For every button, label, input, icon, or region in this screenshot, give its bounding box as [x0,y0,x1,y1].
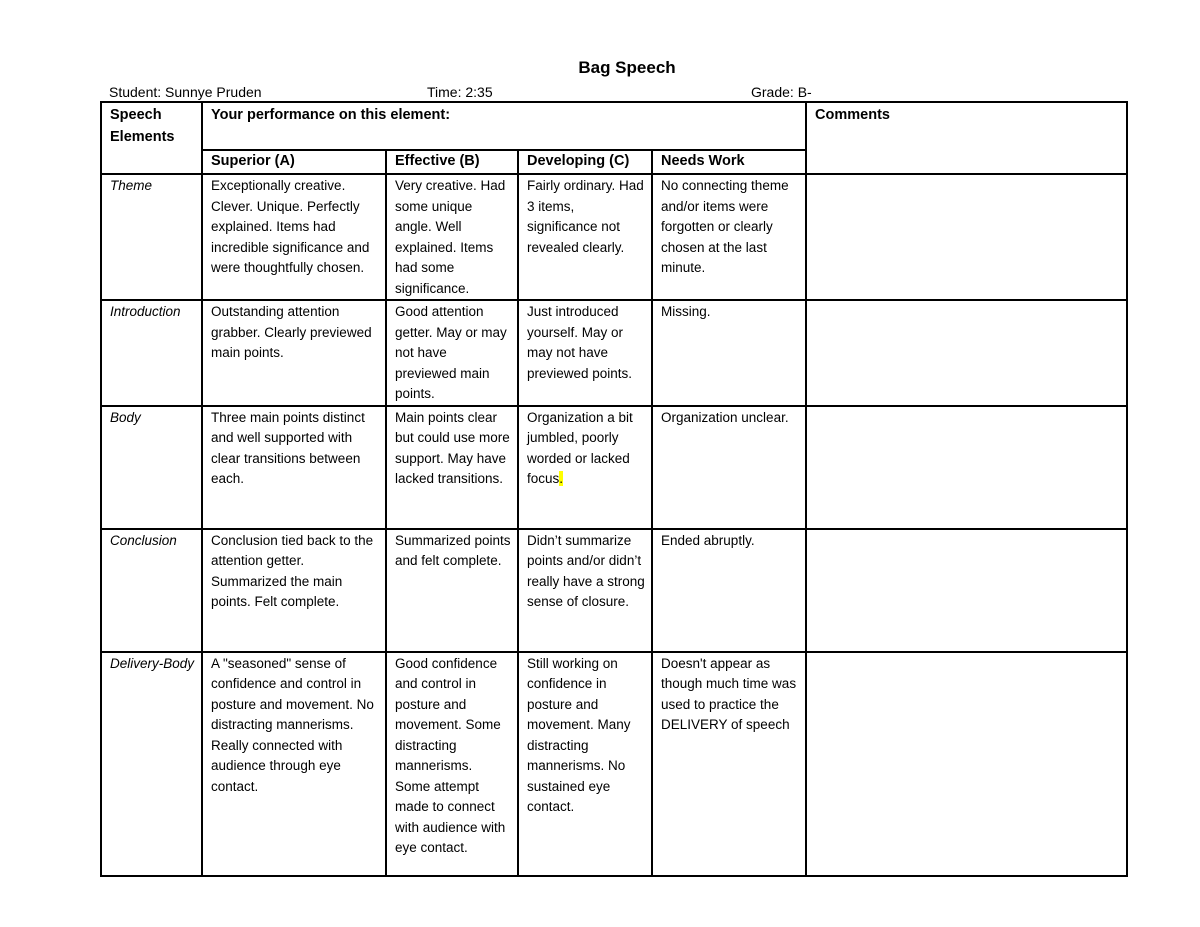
developing-cell: Didn’t summarize points and/or didn’t really have a strong sense of closure. [518,529,652,652]
comment-cell[interactable] [806,300,1127,406]
developing-text: Organization a bit jumbled, poorly worded or lacked focus [527,409,633,486]
element-body: Body [101,406,202,529]
level-needs-work-header: Needs Work [652,150,806,174]
superior-cell: A "seasoned" sense of confidence and control in posture and movement. No distracting mannerisms. Really connected with audience through eye contact. [202,652,386,876]
table-row [101,406,1127,529]
speech-time: Time: 2:35 [427,84,493,100]
needs-work-cell: Organization unclear. [652,406,806,529]
effective-cell: Very creative. Had some unique angle. Well explained. Items had some significance. [386,174,518,300]
element-theme: Theme [101,174,202,300]
table-row [101,174,1127,300]
element-conclusion: Conclusion [101,529,202,652]
comments-header: Comments [806,102,1127,174]
superior-cell: Exceptionally creative. Clever. Unique. Perfectly explained. Items had incredible significance and were thoughtfully chosen. [202,174,386,300]
student-name: Student: Sunnye Pruden [109,84,262,100]
comment-cell[interactable] [806,174,1127,300]
header-row [101,102,1127,150]
developing-cell: Just introduced yourself. May or may not have previewed points. [518,300,652,406]
element-delivery-body: Delivery-Body [101,652,202,876]
developing-cell [518,406,652,529]
needs-work-cell: No connecting theme and/or items were forgotten or clearly chosen at the last minute. [652,174,806,300]
performance-header: Your performance on this element: [202,102,806,150]
grade: Grade: B- [751,84,812,100]
element-introduction: Introduction [101,300,202,406]
effective-cell: Main points clear but could use more support. May have lacked transitions. [386,406,518,529]
superior-cell: Three main points distinct and well supported with clear transitions between each. [202,406,386,529]
superior-cell: Outstanding attention grabber. Clearly previewed main points. [202,300,386,406]
needs-work-cell: Doesn't appear as though much time was used to practice the DELIVERY of speech [652,652,806,876]
comment-cell[interactable] [806,406,1127,529]
highlighted-period: . [559,471,564,486]
table-row [101,529,1127,652]
needs-work-cell: Missing. [652,300,806,406]
rubric-table [100,101,1128,877]
level-effective-header: Effective (B) [386,150,518,174]
comment-cell[interactable] [806,529,1127,652]
level-developing-header: Developing (C) [518,150,652,174]
effective-cell: Summarized points and felt complete. [386,529,518,652]
effective-cell: Good confidence and control in posture and movement. Some distracting mannerisms. Some attempt made to connect with audience with eye contact. [386,652,518,876]
table-row [101,300,1127,406]
document-title: Bag Speech [578,58,676,77]
effective-cell: Good attention getter. May or may not have previewed main points. [386,300,518,406]
level-superior-header: Superior (A) [202,150,386,174]
developing-cell: Fairly ordinary. Had 3 items, significance not revealed clearly. [518,174,652,300]
superior-cell: Conclusion tied back to the attention getter. Summarized the main points. Felt complete. [202,529,386,652]
speech-elements-header: Speech Elements [101,102,202,174]
developing-cell: Still working on confidence in posture and movement. Many distracting mannerisms. No sustained eye contact. [518,652,652,876]
needs-work-cell: Ended abruptly. [652,529,806,652]
table-row [101,652,1127,876]
comment-cell[interactable] [806,652,1127,876]
